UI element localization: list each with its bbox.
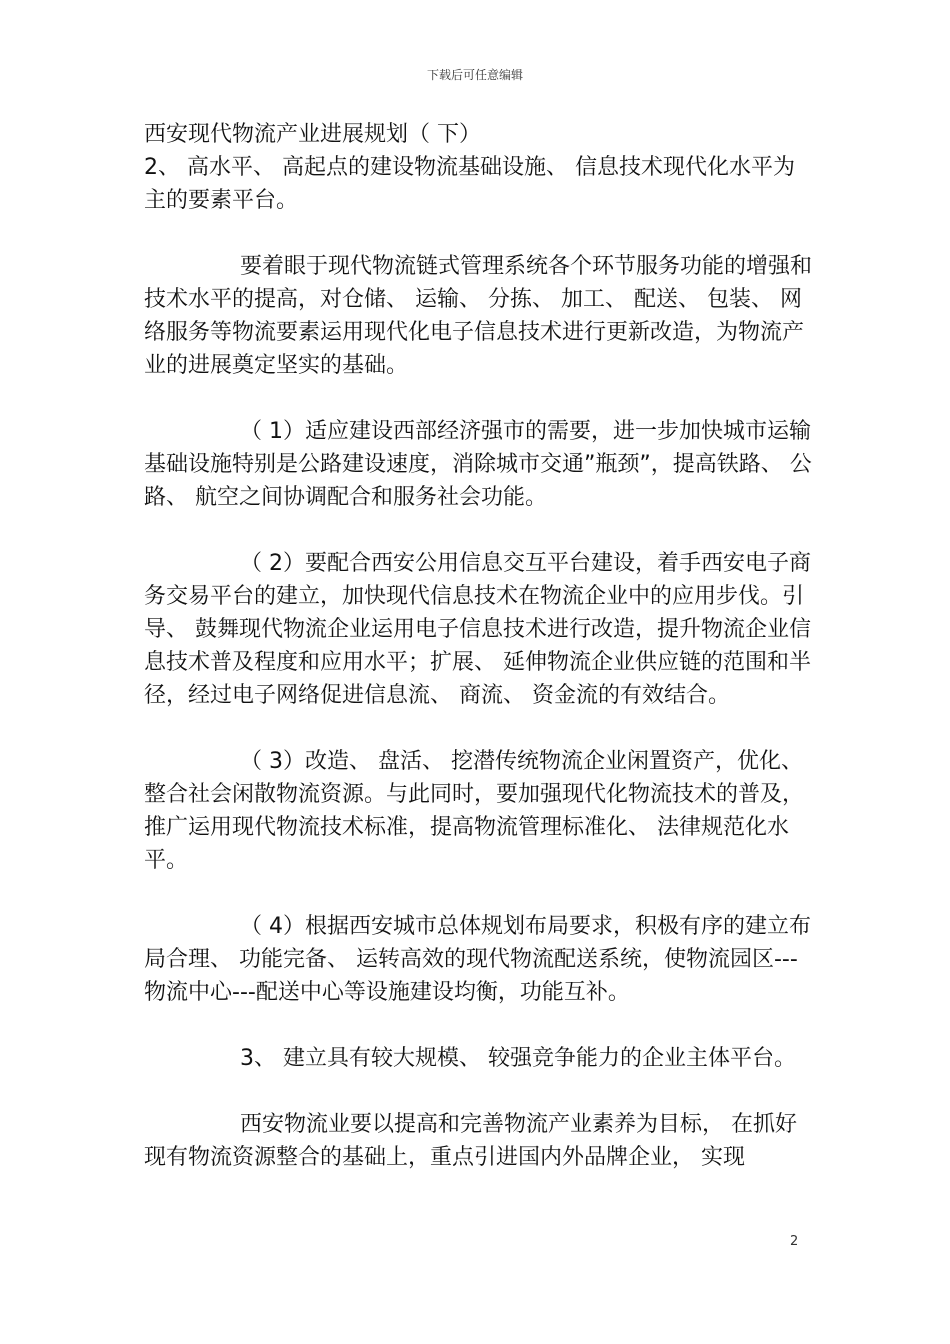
list-item-3: （ 3）改造、 盘活、 挖潜传统物流企业闲置资产，优化、 整合社会闲散物流资源。与此同时，要加强现代化物流技术的普及，推广运用现代物流技术标准，提高物流管理标准化、 法律规范化水平。: [144, 749, 805, 873]
paragraph-gap: [144, 712, 814, 745]
section-3-heading: 3、 建立具有较大规模、 较强竞争能力的企业主体平台。: [240, 1046, 796, 1071]
paragraph-gap: [144, 514, 814, 547]
paragraph-gap: [144, 877, 814, 910]
paragraph-gap: [144, 382, 814, 415]
header-note: 下载后可任意编辑: [426, 68, 523, 82]
list-item-4: （ 4）根据西安城市总体规划布局要求，积极有序的建立布局合理、 功能完备、 运转高效的现代物流配送系统，使物流园区---物流中心---配送中心等设施建设均衡，功能互补。: [144, 914, 811, 1005]
list-item-2: （ 2）要配合西安公用信息交互平台建设，着手西安电子商务交易平台的建立，加快现代信息技术在物流企业中的应用步伐。引导、 鼓舞现代物流企业运用电子信息技术进行改造，提升物流企业信息技术普及程度和应用水平；扩展、 延伸物流企业供应链的范围和半径，经过电子网络促进信息流、 商流、 资金流的有效结合。: [144, 551, 811, 708]
paragraph-gap: [144, 1075, 814, 1108]
paragraph-intro: 要着眼于现代物流链式管理系统各个环节服务功能的增强和技术水平的提高，对仓储、 运输、 分拣、 加工、 配送、 包装、 网络服务等物流要素运用现代化电子信息技术进行更新改造，为物流产业的进展奠定坚实的基础。: [144, 254, 813, 378]
list-item-1: （ 1）适应建设西部经济强市的需要，进一步加快城市运输基础设施特别是公路建设速度，消除城市交通”瓶颈”，提高铁路、 公路、 航空之间协调配合和服务社会功能。: [144, 419, 812, 510]
document-title: 西安现代物流产业进展规划（ 下）: [144, 122, 481, 147]
section-2-heading: 2、 高水平、 高起点的建设物流基础设施、 信息技术现代化水平为主的要素平台。: [144, 155, 795, 213]
document-body: [144, 118, 814, 1174]
paragraph-gap: [144, 217, 814, 250]
page-number: 2: [790, 1234, 799, 1249]
paragraph-gap: [144, 1009, 814, 1042]
paragraph-final: 西安物流业要以提高和完善物流产业素养为目标， 在抓好现有物流资源整合的基础上，重点引进国内外品牌企业， 实现: [144, 1112, 797, 1170]
